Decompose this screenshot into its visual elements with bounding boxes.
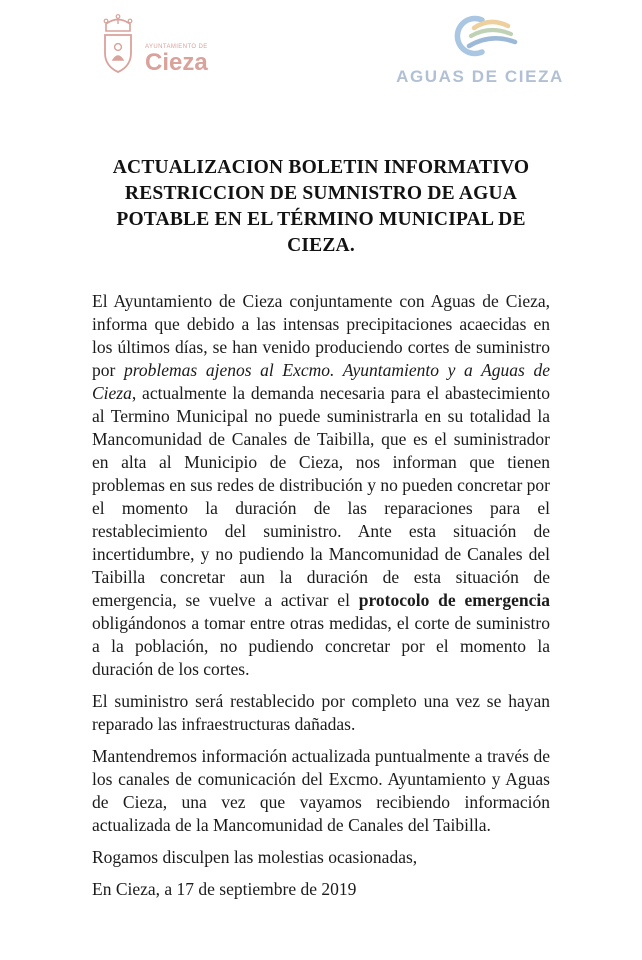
text-run: El Ayuntamiento de Cieza conjuntamente con Aguas de Cieza, informa que debido a las intensas precipitaciones acaecidas en los últimos días, se han venido produciendo cortes de suministro por — [92, 291, 550, 380]
paragraph — [92, 290, 550, 681]
document-header — [0, 0, 642, 86]
document-title — [69, 155, 574, 259]
aguas-logo — [396, 13, 564, 87]
ayuntamiento-logo-name: Cieza — [145, 49, 208, 76]
text-run: Mantendremos información actualizada puntualmente a través de los canales de comunicación del Excmo. Ayuntamiento y Aguas de Cieza, una vez que vayamos recibiendo información actualizada de la Mancomunidad de Canales del Taibilla. — [92, 746, 550, 835]
title-line: ACTUALIZACION BOLETIN INFORMATIVO — [112, 157, 530, 178]
text-run: El suministro será restablecido por completo una vez se hayan reparado las infraestructuras dañadas. — [92, 691, 550, 734]
text-run: En Cieza, a 17 de septiembre de 2019 — [92, 879, 357, 899]
title-line: POTABLE EN EL TÉRMINO MUNICIPAL DE — [116, 209, 526, 230]
text-run: Rogamos disculpen las molestias ocasionadas, — [92, 847, 418, 867]
title-line: CIEZA. — [287, 235, 355, 256]
document-body — [92, 290, 550, 901]
ayuntamiento-logo — [96, 13, 208, 80]
text-run: protocolo de emergencia — [358, 590, 550, 610]
ayuntamiento-logo-subtext: AYUNTAMIENTO DE — [145, 44, 208, 50]
aguas-logo-name: AGUAS DE CIEZA — [396, 67, 564, 86]
text-run: obligándonos a tomar entre otras medidas, el corte de suministro a la población, no pudiendo concretar por el momento la duración de los cortes. — [92, 613, 550, 679]
paragraph — [92, 690, 550, 736]
ayuntamiento-crest-icon — [96, 13, 140, 80]
aguas-waves-icon — [442, 13, 518, 64]
paragraph — [92, 745, 550, 837]
paragraph — [92, 846, 550, 869]
paragraph — [92, 878, 550, 901]
ayuntamiento-logo-text — [145, 44, 208, 80]
text-run: , actualmente la demanda necesaria para el abastecimiento al Termino Municipal no puede suministrarla en su totalidad la Mancomunidad de Canales de Taibilla, que es el suministrador en alta al Municipio de Cieza, nos informan que tienen problemas en sus redes de distribución y no pueden concretar por el momento la duración de las reparaciones para el restablecimiento del suministro. Ante esta situación de incertidumbre, y no pudiendo la Mancomunidad de Canales del Taibilla concretar aun la duración de esta situación de emergencia, se vuelve a activar el — [92, 383, 550, 610]
text-run: problemas ajenos al Excmo. Ayuntamiento y a Aguas de Cieza — [92, 360, 550, 403]
title-line: RESTRICCION DE SUMNISTRO DE AGUA — [124, 183, 518, 204]
